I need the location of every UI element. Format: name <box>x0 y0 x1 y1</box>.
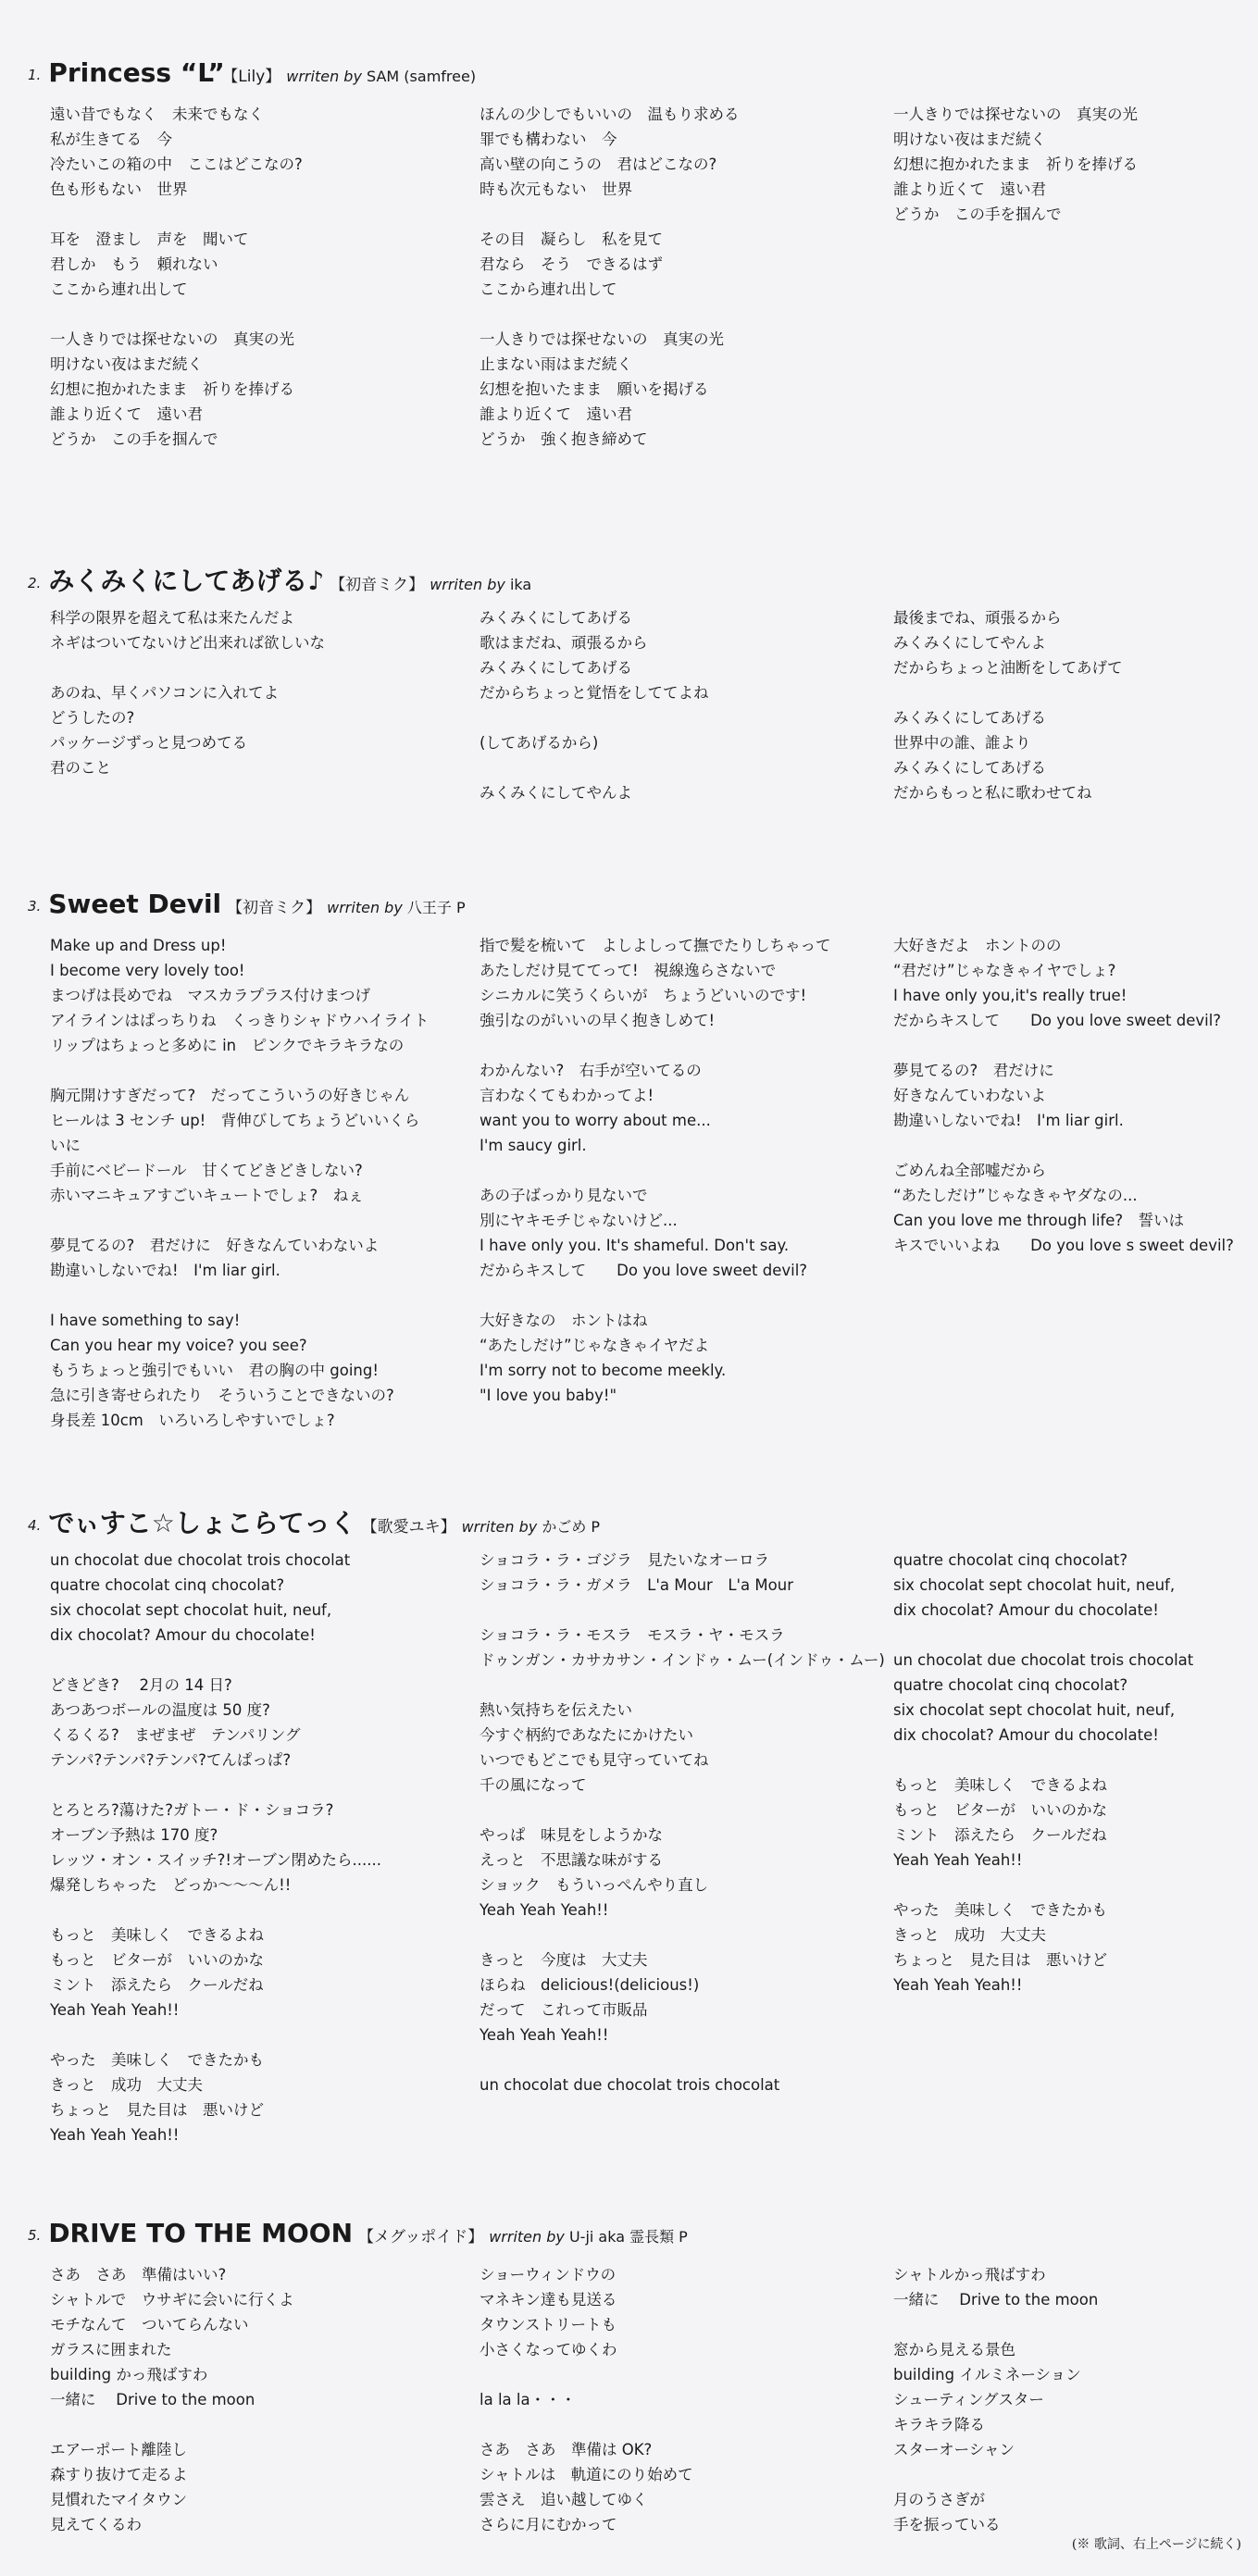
credit-prefix: wrriten by <box>489 2228 565 2246</box>
lyrics-column <box>480 1548 885 2122</box>
lyric-line: シューティングスター <box>893 2391 1044 2408</box>
lyric-line: 一人きりでは探せないの 真実の光 <box>50 330 294 348</box>
lyrics-stanza <box>893 1773 1258 1873</box>
lyric-line: ほらね delicious!(delicious!) <box>480 1976 700 1994</box>
lyric-line: シャトルは 軌道にのり始めて <box>480 2466 693 2483</box>
lyric-line: 別にヤキモチじゃないけど... <box>480 1212 678 1229</box>
lyrics-stanza <box>893 2262 1258 2312</box>
lyric-line: building かっ飛ばすわ <box>50 2366 208 2383</box>
lyric-line: 耳を 澄まし 声を 聞いて <box>50 230 249 248</box>
lyrics-stanza <box>893 1158 1258 1258</box>
lyric-line: 窓から見える景色 <box>893 2341 1015 2358</box>
lyrics-column <box>480 102 868 477</box>
lyric-line: 森すり抜けて走るよ <box>50 2466 188 2483</box>
lyrics-stanza <box>893 1898 1258 1997</box>
lyric-line: 冷たいこの箱の中 ここはどこなの? <box>50 156 303 173</box>
lyric-line: ここから連れ出して <box>480 280 617 298</box>
lyric-line: パッケージずっと見つめてる <box>50 734 248 752</box>
lyric-line: だからキスして Do you love sweet devil? <box>480 1262 808 1279</box>
lyrics-stanza <box>480 780 868 805</box>
lyric-line: どうしたの? <box>50 709 135 727</box>
lyric-line: ショコラ・ラ・ガメラ L'a Mour L'a Mour <box>480 1576 793 1594</box>
lyrics-stanza <box>50 2262 439 2412</box>
lyric-line: 手前にベビードール 甘くてどきどきしない? <box>50 1162 363 1179</box>
lyric-line: ごめんね全部嘘だから <box>893 1162 1046 1179</box>
lyric-line: 時も次元もない 世界 <box>480 180 632 198</box>
lyrics-stanza <box>893 705 1258 805</box>
lyric-line: un chocolat due chocolat trois chocolat <box>893 1651 1194 1669</box>
lyric-line: Yeah Yeah Yeah!! <box>893 1976 1023 1994</box>
lyrics-column <box>50 933 439 1458</box>
lyrics-stanza <box>480 2262 868 2362</box>
song-header <box>28 2218 688 2248</box>
lyric-line: ショック もういっぺんやり直し <box>480 1876 709 1894</box>
lyric-line: モチなんて ついてらんない <box>50 2316 249 2333</box>
lyric-line: シャトルかっ飛ばすわ <box>893 2266 1046 2284</box>
lyrics-column <box>893 605 1258 830</box>
lyric-line: もっと 美味しく できるよね <box>50 1926 264 1944</box>
lyric-line: やった 美味しく できたかも <box>50 2051 264 2069</box>
song-number: 3. <box>28 898 42 915</box>
credit-prefix: wrriten by <box>327 899 403 916</box>
lyric-line: きっと 今度は 大丈夫 <box>480 1951 648 1969</box>
lyric-line: la la la・・・ <box>480 2391 577 2408</box>
lyric-line: ちょっと 見た目は 悪いけど <box>893 1951 1107 1969</box>
lyric-line: くるくる? まぜまぜ テンパリング <box>50 1726 301 1744</box>
lyric-line: 世界中の誰、誰より <box>893 734 1031 752</box>
lyric-line: 罪でも構わない 今 <box>480 131 617 148</box>
lyric-line: まつげは長めでね マスカラプラス付けまつげ <box>50 987 371 1004</box>
lyrics-stanza <box>480 1623 885 1673</box>
lyric-line: 大好きなの ホントはね <box>480 1312 648 1329</box>
lyricist-name: U-ji aka 霊長類 P <box>568 2228 688 2246</box>
lyric-line: un chocolat due chocolat trois chocolat <box>50 1551 351 1569</box>
lyric-line: 色も形もない 世界 <box>50 180 188 198</box>
lyrics-stanza <box>480 227 868 302</box>
lyrics-stanza <box>50 327 439 452</box>
lyrics-stanza <box>480 2387 868 2412</box>
lyric-line: ミント 添えたら クールだね <box>50 1976 264 1994</box>
lyrics-column <box>50 1548 439 2172</box>
lyrics-stanza <box>480 1308 868 1408</box>
lyric-line: 勘違いしないでね! I'm liar girl. <box>50 1262 280 1279</box>
song-singer: 【メグッポイド】 <box>358 2228 484 2246</box>
lyrics-stanza <box>50 1308 439 1433</box>
lyrics-stanza <box>50 2437 439 2537</box>
lyric-line: ドゥンガン・カサカサン・インドゥ・ムー(インドゥ・ムー) <box>480 1651 885 1669</box>
lyric-line: えっと 不思議な味がする <box>480 1851 663 1869</box>
lyric-line: だからもっと私に歌わせてね <box>893 784 1092 802</box>
lyric-line: みくみくにしてやんよ <box>893 634 1046 652</box>
lyric-line: Make up and Dress up! <box>50 937 227 954</box>
lyric-line: 歌はまだね、頑張るから <box>480 634 648 652</box>
song-header <box>28 57 476 88</box>
lyric-line: I'm sorry not to become meekly. <box>480 1362 727 1379</box>
song-credit <box>489 2228 688 2246</box>
lyrics-column <box>480 605 868 830</box>
lyrics-stanza <box>893 605 1258 680</box>
lyrics-column <box>50 2262 439 2562</box>
lyric-line: アイラインはぱっちりね くっきりシャドウハイライト <box>50 1012 430 1029</box>
lyric-line: 手を振っている <box>893 2516 1001 2533</box>
lyric-line: “君だけ”じゃなきゃイヤでしょ? <box>893 962 1116 979</box>
lyric-line: 遠い昔でもなく 未来でもなく <box>50 106 264 123</box>
lyric-line: その目 凝らし 私を見て <box>480 230 663 248</box>
song-singer: 【歌愛ユキ】 <box>361 1518 456 1537</box>
lyrics-stanza <box>480 327 868 452</box>
lyric-line: だからちょっと油断をしてあげて <box>893 659 1123 677</box>
lyric-line: ショーウィンドウの <box>480 2266 617 2284</box>
song-credit <box>327 899 466 916</box>
lyrics-stanza <box>50 227 439 302</box>
lyric-line: ショコラ・ラ・モスラ モスラ・ヤ・モスラ <box>480 1626 785 1644</box>
lyric-line: 言わなくてもわかってよ! <box>480 1087 654 1104</box>
lyric-line: “あたしだけ”じゃなきゃヤダなの... <box>893 1187 1138 1204</box>
lyrics-stanza <box>50 605 439 655</box>
lyric-line: みくみくにしてやんよ <box>480 784 632 802</box>
lyric-line: dix chocolat? Amour du chocolate! <box>893 1601 1159 1619</box>
lyric-line: Yeah Yeah Yeah!! <box>50 2001 180 2019</box>
lyrics-stanza <box>480 605 868 705</box>
lyric-line: だからキスして Do you love sweet devil? <box>893 1012 1222 1029</box>
lyrics-column <box>893 2262 1258 2562</box>
lyrics-stanza <box>893 933 1258 1033</box>
lyric-line: もっと ビターが いいのかな <box>50 1951 264 1969</box>
lyrics-stanza <box>50 1233 439 1283</box>
lyric-line: 大好きだよ ホントのの <box>893 937 1062 954</box>
lyrics-stanza <box>480 102 868 202</box>
lyric-line: ガラスに囲まれた <box>50 2341 172 2358</box>
lyrics-column <box>480 2262 868 2562</box>
lyrics-stanza <box>50 1923 439 2022</box>
credit-prefix: wrriten by <box>286 68 362 85</box>
lyric-line: ネギはついてないけど出来れば欲しいな <box>50 634 325 652</box>
lyric-line: 急に引き寄せられたり そういうことできないの? <box>50 1387 394 1404</box>
lyrics-stanza <box>480 1948 868 2047</box>
lyric-line: みくみくにしてあげる <box>480 609 632 627</box>
song-number: 1. <box>28 67 42 83</box>
song-header <box>28 561 531 598</box>
lyric-line: 君しか もう 頼れない <box>50 255 218 273</box>
song-singer: 【初音ミク】 <box>227 899 322 917</box>
lyric-line: 君なら そう できるはず <box>480 255 663 273</box>
lyric-line: だって これって市販品 <box>480 2001 648 2019</box>
lyrics-stanza <box>893 1548 1258 1623</box>
lyrics-column <box>50 102 439 477</box>
lyric-line: 雲さえ 追い越してゆく <box>480 2491 648 2508</box>
lyric-line: "I love you baby!" <box>480 1387 617 1404</box>
song-singer: 【Lily】 <box>230 68 281 86</box>
lyric-line: 見慣れたマイタウン <box>50 2491 188 2508</box>
lyric-line: quatre chocolat cinq chocolat? <box>50 1576 285 1594</box>
lyric-line: キラキラ降る <box>893 2416 985 2433</box>
lyric-line: やっぱ 味見をしようかな <box>480 1826 663 1844</box>
lyric-line: six chocolat sept chocolat huit, neuf, <box>893 1701 1176 1719</box>
lyric-line: みくみくにしてあげる <box>893 759 1046 777</box>
lyric-line: ヒールは 3 センチ up! 背伸びしてちょうどいいくら <box>50 1112 420 1129</box>
lyric-line: I have only you,it's really true! <box>893 987 1127 1004</box>
lyric-line: 指で髪を梳いて よしよしって撫でたりしちゃって <box>480 937 831 954</box>
lyric-line: 強引なのがいいの早く抱きしめて! <box>480 1012 716 1029</box>
song-number: 2. <box>28 575 42 591</box>
lyric-line: 明けない夜はまだ続く <box>50 355 203 373</box>
lyric-line: dix chocolat? Amour du chocolate! <box>50 1626 316 1644</box>
lyric-line: 誰より近くて 遠い君 <box>50 405 203 423</box>
lyric-line: だからちょっと覚悟をしててよね <box>480 684 709 702</box>
lyric-line: 私が生きてる 今 <box>50 131 172 148</box>
lyric-line: どきどき? 2月の 14 日? <box>50 1676 232 1694</box>
lyric-line: I become very lovely too! <box>50 962 245 979</box>
lyricist-name: かごめ P <box>542 1518 601 1536</box>
lyric-line: quatre chocolat cinq chocolat? <box>893 1551 1128 1569</box>
lyric-line: シャトルで ウサギに会いに行くよ <box>50 2291 294 2308</box>
lyric-line: I have only you. It's shameful. Don't say. <box>480 1237 790 1254</box>
lyric-line: 夢見てるの? 君だけに <box>893 1062 1054 1079</box>
lyric-line: quatre chocolat cinq chocolat? <box>893 1676 1128 1694</box>
lyric-line: どうか この手を掴んで <box>50 430 218 448</box>
lyrics-stanza <box>480 1548 868 1598</box>
lyric-line: six chocolat sept chocolat huit, neuf, <box>50 1601 332 1619</box>
lyrics-stanza <box>893 2487 1258 2537</box>
song-number: 4. <box>28 1517 42 1534</box>
lyric-line: ミント 添えたら クールだね <box>893 1826 1107 1844</box>
song-credit <box>462 1518 601 1536</box>
lyric-line: オーブン予熱は 170 度? <box>50 1826 218 1844</box>
lyric-line: un chocolat due chocolat trois chocolat <box>480 2076 780 2094</box>
lyric-line: みくみくにしてあげる <box>480 659 632 677</box>
lyric-line: レッツ・オン・スイッチ?!オーブン閉めたら...... <box>50 1851 382 1869</box>
lyric-line: ショコラ・ラ・ゴジラ 見たいなオーロラ <box>480 1551 770 1569</box>
lyric-line: 誰より近くて 遠い君 <box>480 405 632 423</box>
lyric-line: Yeah Yeah Yeah!! <box>480 1901 609 1919</box>
lyric-line: あたしだけ見ててって! 視線逸らさないで <box>480 962 777 979</box>
song-title: Princess “L” <box>48 57 225 88</box>
lyric-line: とろとろ?蕩けた?ガトー・ド・ショコラ? <box>50 1801 334 1819</box>
lyric-line: 見えてくるわ <box>50 2516 142 2533</box>
lyric-line: 胸元開けすぎだって? だってこういうの好きじゃん <box>50 1087 410 1104</box>
lyric-line: 最後までね、頑張るから <box>893 609 1062 627</box>
lyrics-stanza <box>893 102 1258 227</box>
lyrics-stanza <box>893 1648 1258 1748</box>
song-header <box>28 889 466 919</box>
song-singer: 【初音ミク】 <box>330 576 425 594</box>
lyric-line: 赤いマニキュアすごいキュートでしょ? ねぇ <box>50 1187 364 1204</box>
song-title: DRIVE TO THE MOON <box>48 2218 354 2248</box>
lyric-line: スターオーシャン <box>893 2441 1015 2458</box>
lyric-line: キスでいいよね Do you love s sweet devil? <box>893 1237 1234 1254</box>
lyric-line: 勘違いしないでね! I'm liar girl. <box>893 1112 1124 1129</box>
lyric-line: 止まない雨はまだ続く <box>480 355 632 373</box>
lyric-line: 夢見てるの? 君だけに 好きなんていわないよ <box>50 1237 380 1254</box>
credit-prefix: wrriten by <box>430 576 505 593</box>
lyric-line: 明けない夜はまだ続く <box>893 131 1046 148</box>
lyric-line: あの子ばっかり見ないで <box>480 1187 648 1204</box>
lyric-line: あつあつボールの温度は 50 度? <box>50 1701 270 1719</box>
lyricist-name: SAM (samfree) <box>367 68 477 85</box>
lyric-line: I have something to say! <box>50 1312 241 1329</box>
lyric-line: Can you love me through life? 誓いは <box>893 1212 1185 1229</box>
lyric-line: わかんない? 右手が空いてるの <box>480 1062 702 1079</box>
song-header <box>28 1503 600 1540</box>
lyric-line: ほんの少しでもいいの 温もり求める <box>480 106 740 123</box>
lyrics-stanza <box>50 1798 439 1898</box>
lyrics-stanza <box>50 102 439 202</box>
lyric-line: dix chocolat? Amour du chocolate! <box>893 1726 1159 1744</box>
lyric-line: 高い壁の向こうの 君はどこなの? <box>480 156 717 173</box>
lyric-line: 幻想を抱いたまま 願いを掲げる <box>480 380 709 398</box>
lyric-line: Yeah Yeah Yeah!! <box>480 2026 609 2044</box>
lyric-line: さらに月にむかって <box>480 2516 617 2533</box>
lyric-line: さあ さあ 準備は OK? <box>480 2441 653 2458</box>
credit-prefix: wrriten by <box>461 1518 538 1536</box>
lyricist-name: ika <box>509 576 532 593</box>
lyric-line: building イルミネーション <box>893 2366 1081 2383</box>
lyrics-stanza <box>50 2047 439 2147</box>
lyric-line: マネキン達も見送る <box>480 2291 617 2308</box>
lyric-line: きっと 成功 大丈夫 <box>893 1926 1046 1944</box>
lyric-line: あのね、早くパソコンに入れてよ <box>50 684 280 702</box>
lyric-line: six chocolat sept chocolat huit, neuf, <box>893 1576 1176 1594</box>
lyric-line: 月のうさぎが <box>893 2491 985 2508</box>
lyric-line: タウンストリートも <box>480 2316 617 2333</box>
lyrics-stanza <box>480 1058 868 1158</box>
lyric-line: 身長差 10cm いろいろしやすいでしょ? <box>50 1412 335 1429</box>
lyric-line: 一緒に Drive to the moon <box>893 2291 1099 2308</box>
lyrics-column <box>893 102 1258 252</box>
lyricist-name: 八王子 P <box>406 899 466 916</box>
lyric-line: リップはちょっと多めに in ピンクでキラキラなの <box>50 1037 405 1054</box>
song-title: でぃすこ☆しょこらてっく <box>48 1508 356 1538</box>
lyric-line: どうか この手を掴んで <box>893 205 1062 223</box>
lyric-line: “あたしだけ”じゃなきゃイヤだよ <box>480 1337 710 1354</box>
lyric-line: いに <box>50 1137 81 1154</box>
lyric-line: もっと ビターが いいのかな <box>893 1801 1107 1819</box>
lyric-line: やった 美味しく できたかも <box>893 1901 1107 1919</box>
lyrics-column <box>480 933 868 1433</box>
song-title: Sweet Devil <box>48 889 222 919</box>
lyric-line: (してあげるから) <box>480 734 599 752</box>
lyric-line: want you to worry about me... <box>480 1112 711 1129</box>
lyric-line: 幻想に抱かれたまま 祈りを捧げる <box>893 156 1138 173</box>
lyrics-stanza <box>50 1083 439 1208</box>
lyrics-column <box>50 605 439 805</box>
lyrics-stanza <box>480 1698 868 1798</box>
lyric-line: テンパ?テンパ?テンパ?てんぱっぱ? <box>50 1751 292 1769</box>
lyric-line: どうか 強く抱き締めて <box>480 430 648 448</box>
lyric-line: エアーポート離陸し <box>50 2441 188 2458</box>
lyrics-stanza <box>893 1058 1258 1133</box>
lyric-line: 一緒に Drive to the moon <box>50 2391 255 2408</box>
lyric-line: 誰より近くて 遠い君 <box>893 180 1046 198</box>
lyric-line: 爆発しちゃった どっか〜〜〜ん!! <box>50 1876 292 1894</box>
lyrics-stanza <box>480 2072 868 2097</box>
lyrics-stanza <box>50 933 439 1058</box>
lyrics-stanza <box>480 730 868 755</box>
lyric-line: みくみくにしてあげる <box>893 709 1046 727</box>
footer-note: (※ 歌詞、右上ページに続く) <box>1071 2537 1241 2552</box>
lyric-line: 君のこと <box>50 759 111 777</box>
lyric-line: 今すぐ柄約であなたにかけたい <box>480 1726 693 1744</box>
lyrics-stanza <box>50 680 439 780</box>
lyric-line: 一人きりでは探せないの 真実の光 <box>480 330 724 348</box>
lyric-line: 千の風になって <box>480 1776 587 1794</box>
lyrics-stanza <box>480 1823 868 1923</box>
song-credit <box>286 68 476 85</box>
lyric-line: 熱い気持ちを伝えたい <box>480 1701 632 1719</box>
lyric-line: ちょっと 見た目は 悪いけど <box>50 2101 264 2119</box>
lyric-line: もっと 美味しく できるよね <box>893 1776 1107 1794</box>
lyrics-stanza <box>480 933 868 1033</box>
lyrics-stanza <box>480 2437 868 2537</box>
lyrics-stanza <box>50 1673 439 1773</box>
lyric-line: さあ さあ 準備はいい? <box>50 2266 227 2284</box>
lyrics-column <box>893 933 1258 1283</box>
lyric-line: 好きなんていわないよ <box>893 1087 1046 1104</box>
lyric-line: Yeah Yeah Yeah!! <box>893 1851 1023 1869</box>
lyrics-stanza <box>893 2337 1258 2462</box>
lyrics-stanza <box>480 1183 868 1283</box>
lyric-line: 一人きりでは探せないの 真実の光 <box>893 106 1138 123</box>
lyrics-stanza <box>50 1548 439 1648</box>
song-title: みくみくにしてあげる♪ <box>48 566 325 596</box>
lyric-line: いつでもどこでも見守っていてね <box>480 1751 709 1769</box>
lyric-line: もうちょっと強引でもいい 君の胸の中 going! <box>50 1362 379 1379</box>
lyric-line: 幻想に抱かれたまま 祈りを捧げる <box>50 380 294 398</box>
lyrics-column <box>893 1548 1258 2022</box>
lyric-line: Can you hear my voice? you see? <box>50 1337 307 1354</box>
lyric-line: Yeah Yeah Yeah!! <box>50 2126 180 2144</box>
lyric-line: シニカルに笑うくらいが ちょうどいいのです! <box>480 987 807 1004</box>
lyric-line: 科学の限界を超えて私は来たんだよ <box>50 609 294 627</box>
lyric-line: ここから連れ出して <box>50 280 188 298</box>
lyric-line: I'm saucy girl. <box>480 1137 587 1154</box>
song-number: 5. <box>28 2227 42 2244</box>
lyric-line: きっと 成功 大丈夫 <box>50 2076 203 2094</box>
lyric-line: 小さくなってゆくわ <box>480 2341 617 2358</box>
song-credit <box>430 576 531 593</box>
